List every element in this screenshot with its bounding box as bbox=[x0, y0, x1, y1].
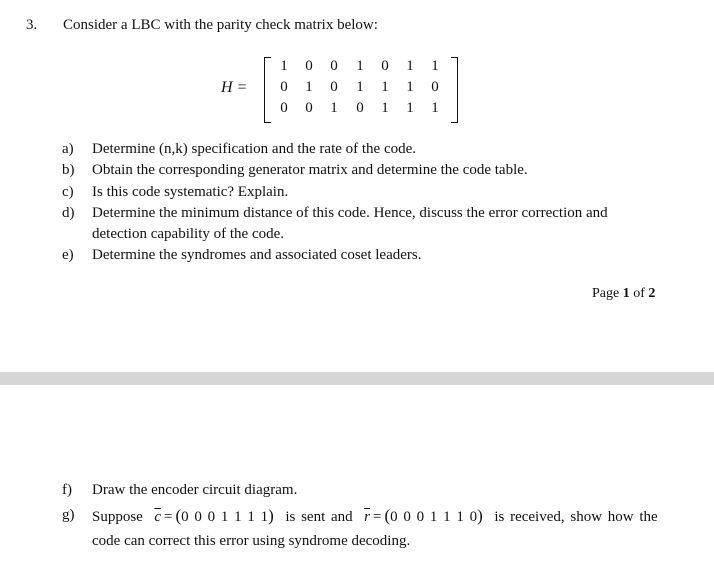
matrix-cell: 1 bbox=[356, 58, 364, 74]
page-prefix: Page bbox=[592, 286, 620, 301]
part-g-suffix: is received, show how the bbox=[494, 509, 658, 525]
page-middle: of bbox=[633, 286, 645, 301]
matrix-cell: 0 bbox=[356, 100, 364, 116]
matrix-cell: 0 bbox=[330, 79, 338, 95]
part-b-label: b) bbox=[62, 162, 75, 178]
part-g-text-line1: Suppose $\overline{c} = (0$ 0 0 1 1 1 1) is sent and $\overline{r} = (0$ 0 0 1 1 1 0) is received, show how the bbox=[92, 506, 658, 525]
matrix-cell: 1 bbox=[406, 79, 414, 95]
matrix-cell: 0 bbox=[431, 79, 439, 95]
part-g-middle: is sent and bbox=[285, 509, 353, 525]
received-word-symbol: $\overline{r}$ bbox=[364, 509, 370, 525]
part-f-label: f) bbox=[62, 482, 72, 498]
part-a-label: a) bbox=[62, 141, 74, 157]
matrix-label bbox=[221, 79, 247, 97]
part-d-text-line2: detection capability of the code. bbox=[92, 226, 285, 242]
matrix-cell: 0 bbox=[381, 58, 389, 74]
matrix-cell: 0 bbox=[280, 79, 288, 95]
received-word-vector: 0 0 0 1 1 1 0 bbox=[390, 509, 478, 525]
sent-codeword-vector: 0 0 0 1 1 1 1 bbox=[181, 509, 269, 525]
part-g-text-line2: code can correct this error using syndrome decoding. bbox=[92, 533, 411, 549]
page-separator bbox=[0, 372, 714, 385]
matrix-cell: 1 bbox=[330, 100, 338, 116]
matrix-cell: 1 bbox=[305, 79, 313, 95]
matrix-cell: 1 bbox=[381, 79, 389, 95]
matrix-cell: 1 bbox=[406, 58, 414, 74]
matrix-cell: 0 bbox=[305, 100, 313, 116]
part-g-prefix: Suppose bbox=[92, 509, 143, 525]
part-d-label: d) bbox=[62, 205, 75, 221]
part-b-text: Obtain the corresponding generator matrix and determine the code table. bbox=[92, 162, 528, 178]
matrix-cell: 1 bbox=[381, 100, 389, 116]
parity-check-matrix bbox=[264, 57, 458, 121]
part-d-text-line1: Determine the minimum distance of this code. Hence, discuss the error correction and bbox=[92, 205, 608, 221]
matrix-cell: 1 bbox=[431, 58, 439, 74]
part-e-text: Determine the syndromes and associated coset leaders. bbox=[92, 247, 422, 263]
sent-codeword-symbol: $\overline{c}$ bbox=[154, 509, 162, 525]
page-current: 1 bbox=[622, 286, 630, 301]
part-c-text: Is this code systematic? Explain. bbox=[92, 184, 289, 200]
part-g-label: g) bbox=[62, 507, 75, 523]
matrix-cell: 1 bbox=[431, 100, 439, 116]
matrix-cell: 0 bbox=[305, 58, 313, 74]
matrix-label-text: H = bbox=[221, 79, 248, 96]
matrix-cell: 1 bbox=[356, 79, 364, 95]
part-a-text: Determine (n,k) specification and the rate of the code. bbox=[92, 141, 417, 157]
matrix-cell: 1 bbox=[280, 58, 288, 74]
part-e-label: e) bbox=[62, 247, 74, 263]
matrix-cell: 0 bbox=[280, 100, 288, 116]
matrix-right-bracket bbox=[451, 57, 458, 123]
matrix-cell: 0 bbox=[330, 58, 338, 74]
page-2 bbox=[0, 385, 714, 573]
part-f-text: Draw the encoder circuit diagram. bbox=[92, 482, 298, 498]
page-total: 2 bbox=[648, 286, 656, 301]
part-c-label: c) bbox=[62, 184, 74, 200]
matrix-cell: 1 bbox=[406, 100, 414, 116]
question-text: Consider a LBC with the parity check matrix below: bbox=[63, 17, 378, 33]
page-number bbox=[592, 286, 655, 302]
question-number: 3. bbox=[26, 17, 38, 33]
matrix-left-bracket bbox=[264, 57, 271, 123]
